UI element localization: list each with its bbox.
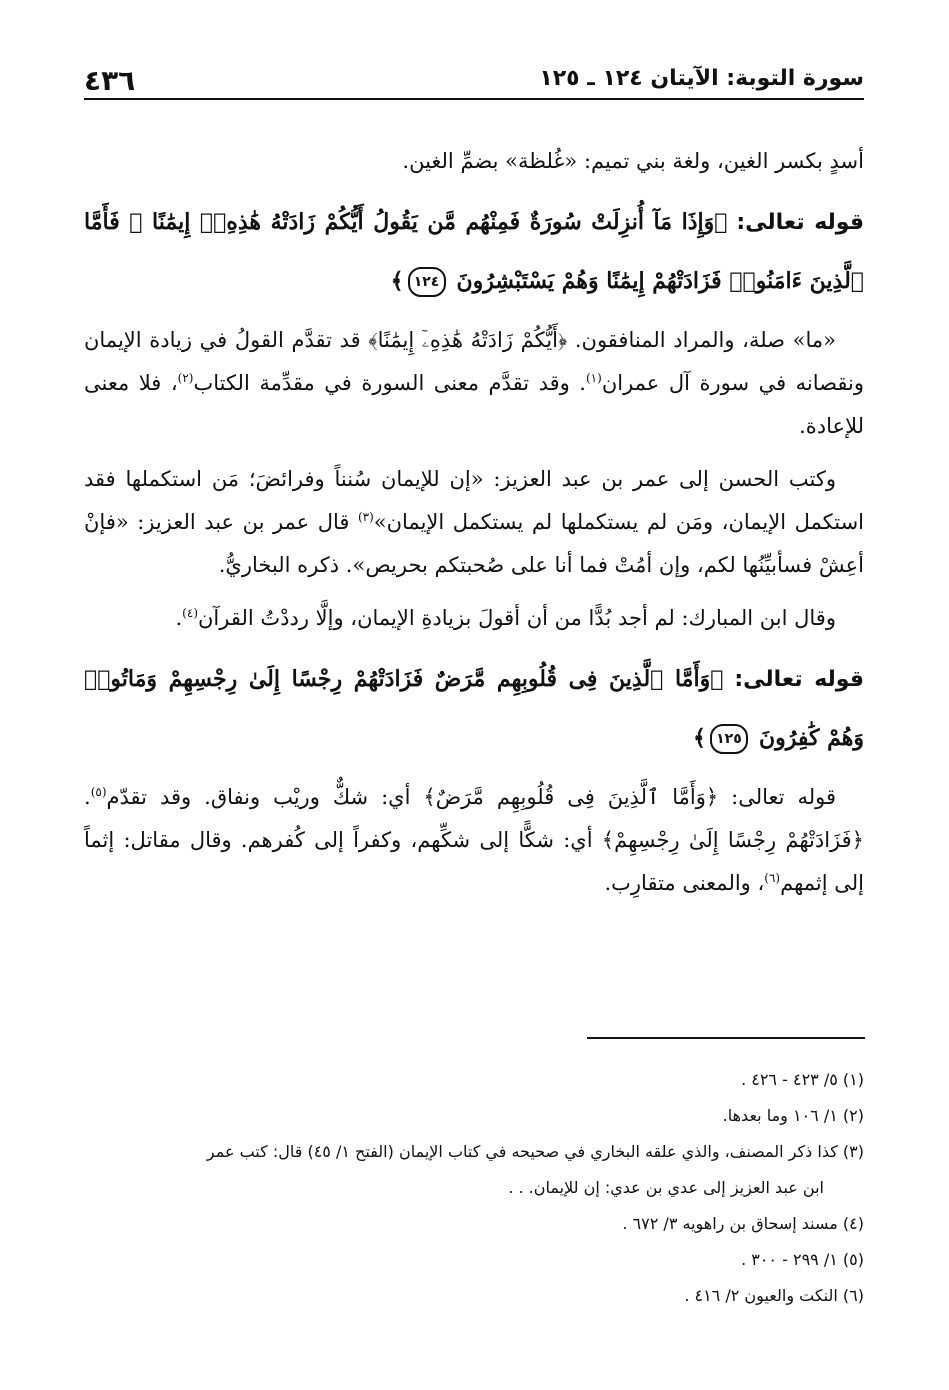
ayah-number-marker: ١٢٥ [710, 724, 748, 754]
paragraph-4-text: وقال ابن المبارك: لم أجد بُدًّا من أن أقولَ بزيادةِ الإيمان، وإلَّا رددْتُ القرآن [198, 606, 836, 630]
paragraph-2-text: «ما» صلة، والمراد المنافقون. ﴿أَيُّكُمْ زَادَتْهُ هَٰذِهِۦٓ إِيمَٰنًا﴾ قد تقدَّم القولُ في زيادة الإيمان ونقصانه في سورة آل عمران [84, 328, 864, 395]
quran-verse-text: ﴿وَأَمَّا ٱلَّذِينَ فِى قُلُوبِهِم مَّرَضٌ فَزَادَتْهُمْ رِجْسًا إِلَىٰ رِجْسِهِمْ وَمَاتُوا۟ وَهُمْ كَٰفِرُونَ [84, 666, 864, 751]
page-header [84, 58, 864, 100]
paragraph-5 [84, 776, 864, 905]
ayah-number-marker: ١٢٤ [408, 267, 446, 297]
paragraph-4 [84, 597, 864, 640]
paragraph-2-text-b: . وقد تقدَّم معنى السورة في مقدِّمة الكتاب [193, 371, 586, 395]
quran-verse-text: ﴿وَإِذَا مَآ أُنزِلَتْ سُورَةٌ فَمِنْهُم مَّن يَقُولُ أَيُّكُمْ زَادَتْهُ هَٰذِهِۦٓ إِيمَٰنًا ۚ فَأَمَّا ٱلَّذِينَ ءَامَنُوا۟ فَزَادَتْهُمْ إِيمَٰنًا وَهُمْ يَسْتَبْشِرُونَ [84, 209, 864, 294]
verse-125 [84, 650, 864, 768]
footnote-ref-6: (٦) [764, 871, 781, 885]
paragraph-5-text-c: ، والمعنى متقارِب. [604, 871, 765, 895]
page-number: ٤٣٦ [84, 64, 136, 97]
footnote-ref-5: (٥) [90, 785, 107, 799]
paragraph-1: أسدٍ بكسر الغين، ولغة بني تميم: «غُلظة» بضمِّ الغين. [402, 149, 864, 173]
footnote-2: (٢) ١/ ١٠٦ وما بعدها. [722, 1106, 864, 1125]
paragraph-5-text-b: . ﴿فَزَادَتْهُمْ رِجْسًا إِلَىٰ رِجْسِهِمْ﴾ أي: شكًّا إلى شكِّهم، وكفراً إلى كُفرهم. وقال مقاتل: إثماً إلى إثمهم [84, 785, 864, 895]
paragraph-5-text: قوله تعالى: ﴿وَأَمَّا ٱلَّذِينَ فِى قُلُوبِهِم مَّرَضٌ﴾ أي: شكٌّ وريْب ونفاق. وقد تقدّم [106, 785, 836, 809]
footnote-ref-3: (٣) [357, 510, 374, 524]
main-text [84, 140, 864, 915]
paragraph-2-text-c: ، فلا معنى للإعادة. [84, 371, 864, 438]
footnote-1: (١) ٥/ ٤٢٣ - ٤٢٦ . [741, 1070, 864, 1089]
paragraph-4-text-b: . [175, 606, 183, 630]
verse-close-bracket: ﴾ [390, 268, 404, 294]
running-title: سورة التوبة: الآيتان ١٢٤ ـ ١٢٥ [539, 66, 864, 91]
verse-124 [84, 193, 864, 311]
footnote-3: (٣) كذا ذكر المصنف، والذي علقه البخاري في صحيحه في كتاب الإيمان (الفتح ١/ ٤٥) قال: كتب عمر [206, 1142, 864, 1161]
paragraph-2 [84, 319, 864, 448]
footnote-3-continuation: ابن عبد العزيز إلى عدي بن عدي: إن للإيمان. . . [508, 1178, 824, 1197]
paragraph-3 [84, 458, 864, 587]
footnote-6: (٦) النكت والعيون ٢/ ٤١٦ . [684, 1286, 864, 1305]
verse-close-bracket: ﴾ [693, 725, 706, 751]
footnote-ref-4: (٤) [182, 606, 198, 620]
verse-lead: قوله تعالى: [736, 210, 864, 235]
footnote-5: (٥) ١/ ٢٩٩ - ٣٠٠ . [741, 1250, 864, 1269]
footnote-4: (٤) مسند إسحاق بن راهويه ٣/ ٦٧٢ . [622, 1214, 864, 1233]
footnotes [84, 1062, 864, 1314]
paragraph-3-text-b: قال عمر بن عبد العزيز: «فإنْ أعِشْ فسأبيِّنُها لكم، وإن أمُتْ فما أنا على صُحبتكم بحريص». ذكره البخاريُّ. [84, 510, 864, 577]
verse-lead: قوله تعالى: [734, 667, 864, 692]
paragraph-3-text: وكتب الحسن إلى عمر بن عبد العزيز: «إن للإيمان سُنناً وفرائضَ؛ مَن استكملها فقد استكمل الإيمان، ومَن لم يستكملها لم يستكمل الإيمان» [84, 467, 864, 534]
footnote-ref-1: (١) [585, 371, 602, 385]
footnote-divider [587, 1037, 865, 1039]
footnote-ref-2: (٢) [177, 371, 194, 385]
